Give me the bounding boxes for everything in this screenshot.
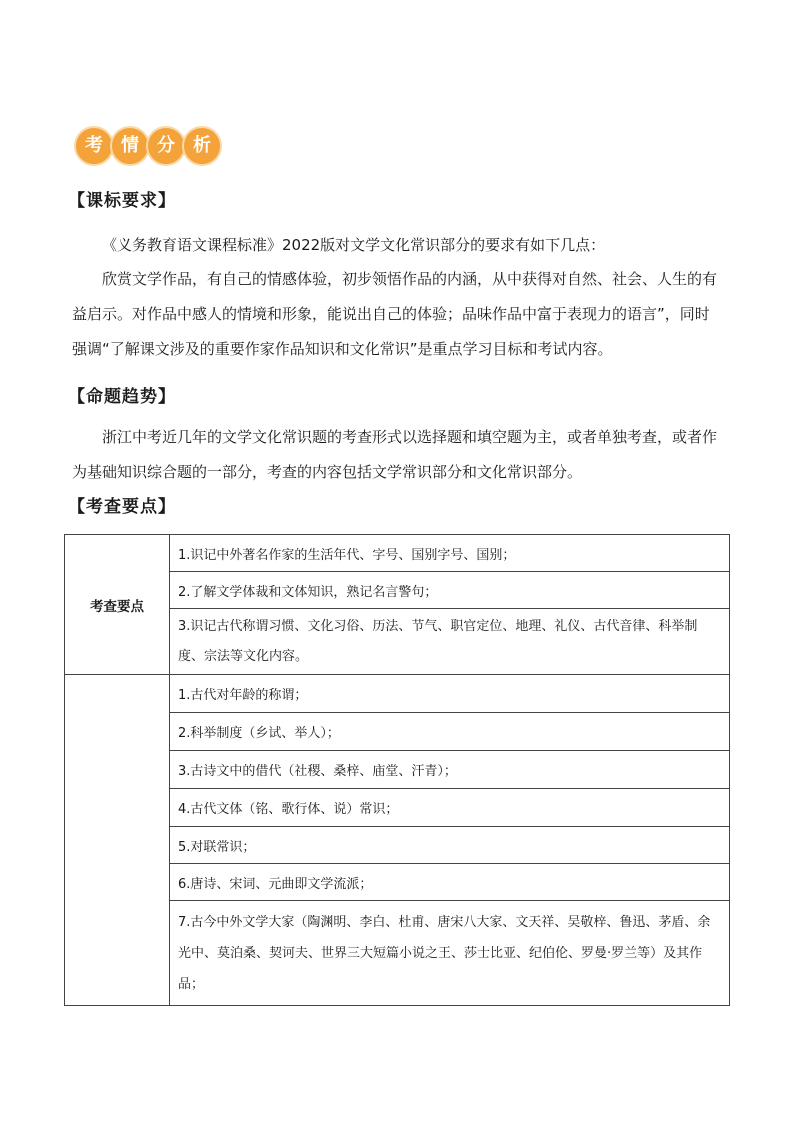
table-cell: 2.了解文学体裁和文体知识，熟记名言警句； xyxy=(170,572,730,609)
badge-char: 析 xyxy=(182,126,222,166)
badge-char: 情 xyxy=(110,126,150,166)
curriculum-heading: 【课标要求】 xyxy=(68,191,176,211)
table-cell: 7.古今中外文学大家（陶渊明、李白、杜甫、唐宋八大家、文天祥、吴敬梓、鲁迅、茅盾、余光中、莫泊桑、契诃夫、世界三大短篇小说之王、莎士比亚、纪伯伦、罗曼·罗兰等）及其作品； xyxy=(170,901,730,1006)
trend-body: 浙江中考近几年的文学文化常识题的考查形式以选择题和填空题为主，或者单独考查，或者作为基础知识综合题的一部分，考查的内容包括文学常识部分和文化常识部分。 xyxy=(72,428,718,481)
table-row xyxy=(65,535,730,572)
curriculum-body: 欣赏文学作品，有自己的情感体验，初步领悟作品的内涵，从中获得对自然、社会、人生的有益启示。对作品中感人的情境和形象，能说出自己的体验；品味作品中富于表现力的语言”，同时强调“了解课文涉及的重要作家作品知识和文化常识”是重点学习目标和考试内容。 xyxy=(72,270,718,358)
key-points-table xyxy=(64,534,730,1006)
table-cell: 3.古诗文中的借代（社稷、桑梓、庙堂、汗青）； xyxy=(170,751,730,789)
table-cell: 1.古代对年龄的称谓； xyxy=(170,675,730,713)
trend-heading: 【命题趋势】 xyxy=(68,387,176,407)
section-badge xyxy=(74,126,218,166)
curriculum-intro: 《义务教育语文课程标准》2022版对文学文化常识部分的要求有如下几点： xyxy=(102,236,606,254)
table-row xyxy=(65,675,730,713)
table-cell: 6.唐诗、宋词、元曲即文学流派； xyxy=(170,864,730,901)
group1-label: 考查要点 xyxy=(65,535,170,675)
points-heading: 【考查要点】 xyxy=(68,497,176,517)
badge-char: 分 xyxy=(146,126,186,166)
table-cell: 1.识记中外著名作家的生活年代、字号、国别字号、国别； xyxy=(170,535,730,572)
group2-label xyxy=(65,675,170,1006)
badge-char: 考 xyxy=(74,126,114,166)
table-cell: 2.科举制度（乡试、举人）； xyxy=(170,713,730,751)
table-cell: 3.识记古代称谓习惯、文化习俗、历法、节气、职官定位、地理、礼仪、古代音律、科举制度、宗法等文化内容。 xyxy=(170,609,730,675)
table-cell: 5.对联常识； xyxy=(170,827,730,864)
table-cell: 4.古代文体（铭、歌行体、说）常识； xyxy=(170,789,730,827)
